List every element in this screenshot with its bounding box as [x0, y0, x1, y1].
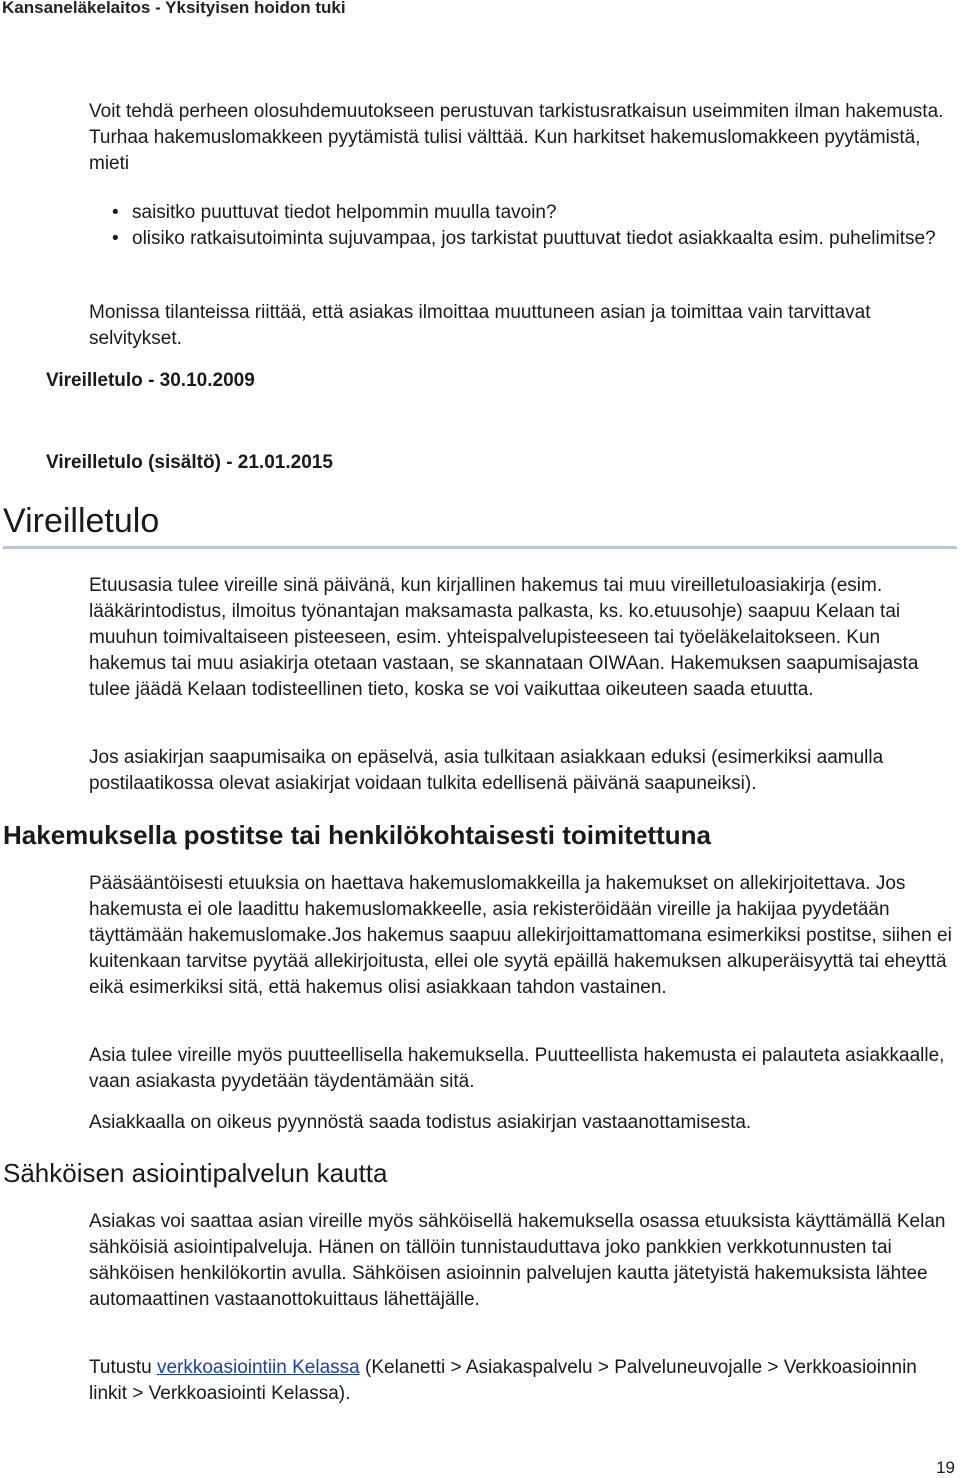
bullet-icon: •	[112, 202, 119, 223]
postitse-paragraph-2: Asia tulee vireille myös puutteellisella hakemuksella. Puutteellista hakemusta ei palauteta asiakkaalle, vaan asiakasta pyydetään täydentämään sitä.	[89, 1045, 945, 1092]
heading-divider	[3, 546, 957, 549]
bullet-text: olisiko ratkaisutoiminta sujuvampaa, jos tarkistat puuttuvat tiedot asiakkaalta esim. puhelimitse?	[132, 228, 936, 249]
page-header-title: Kansaneläkelaitos - Yksityisen hoidon tuki	[2, 0, 346, 17]
section-heading-sahkoinen: Sähköisen asiointipalvelun kautta	[3, 1158, 388, 1188]
paragraph-text: (Kelanetti > Asiakaspalvelu > Palveluneuvojalle > Verkkoasioinnin linkit > Verkkoasiointi Kelassa).	[89, 1357, 917, 1404]
intro-paragraph: Voit tehdä perheen olosuhdemuutokseen perustuvan tarkistusratkaisun useimmiten ilman hakemusta. Turhaa hakemuslomakkeen pyytämistä tulisi välttää. Kun harkitset hakemuslomakkeen pyytämistä, mieti	[89, 101, 944, 174]
intro-bullet-list	[112, 200, 960, 252]
postitse-paragraph-1: Pääsääntöisesti etuuksia on haettava hakemuslomakkeilla ja hakemukset on allekirjoitettava. Jos hakemusta ei ole laadittu hakemuslomakkeelle, asia rekisteröidään vireille ja hakijaa pyydetään täyttämään hakemuslomake.Jos hakemus saapuu allekirjoittamattomana esimerkiksi postitse, siihen ei kuitenkaan tarvitse pyytää allekirjoitusta, ellei ole syytä epäillä hakemuksen alkuperäisyyttä tai eheyttä eikä esimerkiksi sitä, että hakemus olisi asiakkaan tahdon vastainen.	[89, 873, 952, 998]
vireilletulo-paragraph-2: Jos asiakirjan saapumisaika on epäselvä, asia tulkitaan asiakkaan eduksi (esimerkiksi aamulla postilaatikossa olevat asiakirjat voidaan tulkita edellisenä päivänä saapuneiksi).	[89, 747, 884, 794]
bullet-text: saisitko puuttuvat tiedot helpommin muulla tavoin?	[132, 202, 557, 223]
list-item	[112, 200, 960, 226]
revision-label-content: Vireilletulo (sisältö) - 21.01.2015	[46, 452, 333, 473]
page-number: 19	[936, 1458, 955, 1477]
verkkoasiointi-link[interactable]: verkkoasiointiin Kelassa	[156, 1357, 360, 1378]
section-heading-vireilletulo: Vireilletulo	[3, 502, 160, 540]
sahkoinen-paragraph-1: Asiakas voi saattaa asian vireille myös sähköisellä hakemuksella osassa etuuksista käyttämällä Kelan sähköisiä asiointipalveluja. Hänen on tällöin tunnistauduttava joko pankkien verkkotunnusten tai sähköisen henkilökortin avulla. Sähköisen asioinnin palvelujen kautta jätetyistä hakemuksista lähtee automaattinen vastaanottokuittaus lähettäjälle.	[89, 1211, 946, 1310]
postitse-paragraph-3: Asiakkaalla on oikeus pyynnöstä saada todistus asiakirjan vastaanottamisesta.	[89, 1112, 752, 1133]
vireilletulo-paragraph-1: Etuusasia tulee vireille sinä päivänä, kun kirjallinen hakemus tai muu vireilletuloasiakirja (esim. lääkärintodistus, ilmoitus työnantajan maksamasta palkasta, ks. ko.etuusohje) saapuu Kelaan tai muuhun toimivaltaiseen pisteeseen, esim. yhteispalvelupisteeseen tai työeläkelaitokseen. Kun hakemus tai muu asiakirja otetaan vastaan, se skannataan OIWAan. Hakemuksen saapumisajasta tulee jäädä Kelaan todisteellinen tieto, koska se voi vaikuttaa oikeuteen saada etuutta.	[89, 575, 919, 700]
revision-label: Vireilletulo - 30.10.2009	[46, 370, 255, 391]
sahkoinen-paragraph-2	[89, 1355, 955, 1407]
intro-paragraph-2: Monissa tilanteissa riittää, että asiakas ilmoittaa muuttuneen asian ja toimittaa vain tarvittavat selvitykset.	[89, 302, 871, 349]
paragraph-text: Tutustu	[89, 1357, 157, 1378]
list-item	[112, 226, 960, 252]
section-heading-postitse: Hakemuksella postitse tai henkilökohtaisesti toimitettuna	[3, 820, 711, 850]
bullet-icon: •	[112, 228, 119, 249]
